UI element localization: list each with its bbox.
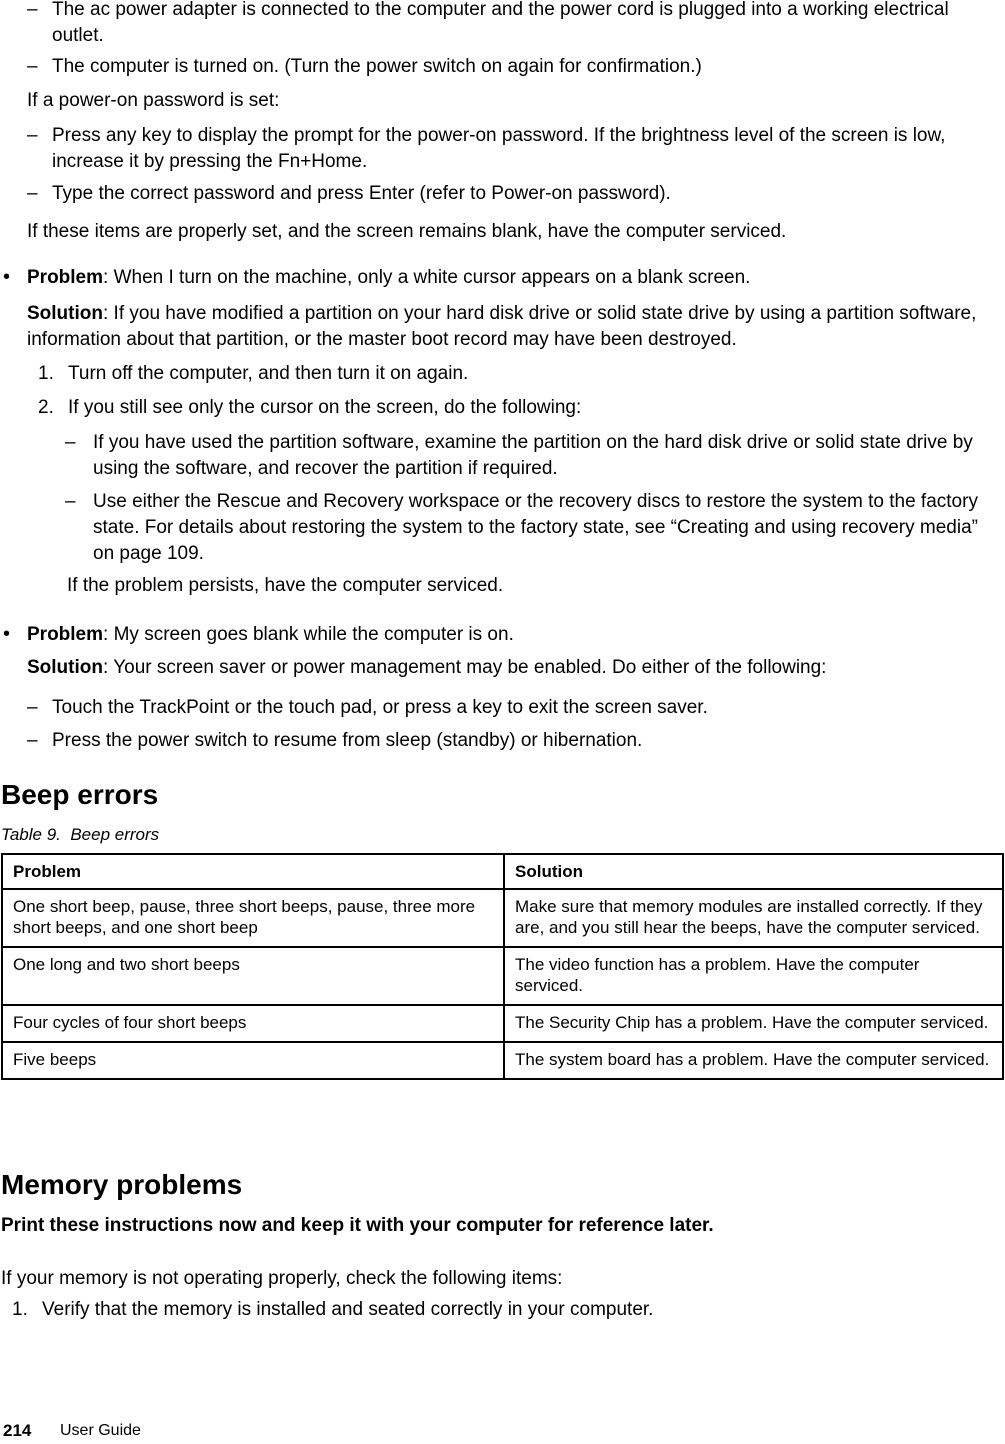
guide-title: User Guide bbox=[60, 1422, 141, 1439]
solution-label: Solution bbox=[27, 303, 103, 324]
table-row bbox=[2, 1042, 1003, 1079]
table-header-problem: Problem bbox=[2, 854, 504, 889]
step-number: 1. bbox=[38, 363, 54, 384]
dash-mark: – bbox=[65, 491, 76, 512]
table-header-row bbox=[2, 854, 1003, 889]
item-text: Type the correct password and press Enter (refer to Power-on password). bbox=[52, 183, 671, 204]
item-text: The computer is turned on. (Turn the power switch on again for confirmation.) bbox=[52, 56, 702, 77]
bullet-mark: • bbox=[3, 266, 11, 288]
table-cell-solution: The Security Chip has a problem. Have the computer serviced. bbox=[504, 1005, 1003, 1042]
sub-item bbox=[65, 489, 998, 567]
step-text: Turn off the computer, and then turn it on again. bbox=[68, 363, 469, 384]
dash-mark: – bbox=[27, 56, 38, 77]
table-cell-problem: Four cycles of four short beeps bbox=[2, 1005, 504, 1042]
problem2-item bbox=[27, 695, 1002, 721]
table-cell-solution: Make sure that memory modules are installed correctly. If they are, and you still hear the beeps, have the computer serviced. bbox=[504, 889, 1003, 947]
problem-label: Problem bbox=[27, 624, 104, 645]
top-item bbox=[27, 0, 1002, 49]
blank-conclusion: If these items are properly set, and the screen remains blank, have the computer serviced. bbox=[27, 221, 787, 242]
table-header-solution: Solution bbox=[504, 854, 1003, 889]
item-text: Press the power switch to resume from sleep (standby) or hibernation. bbox=[52, 730, 643, 751]
item-text: Press any key to display the prompt for the power-on password. If the brightness level of the screen is low, increase it by pressing the Fn+Home. bbox=[52, 125, 946, 172]
password-item bbox=[27, 181, 1002, 207]
step-text: If you still see only the cursor on the screen, do the following: bbox=[68, 397, 582, 418]
section-heading-memory-problems: Memory problems bbox=[1, 1169, 243, 1200]
step-number: 2. bbox=[38, 397, 54, 418]
problem-label: Problem bbox=[27, 267, 104, 288]
table-row bbox=[2, 1005, 1003, 1042]
table-cell-problem: Five beeps bbox=[2, 1042, 504, 1079]
table-cell-problem: One short beep, pause, three short beeps, pause, three more short beeps, and one short beep bbox=[2, 889, 504, 947]
item-text: Touch the TrackPoint or the touch pad, or press a key to exit the screen saver. bbox=[52, 697, 708, 718]
page-number: 214 bbox=[3, 1421, 32, 1440]
dash-mark: – bbox=[65, 432, 76, 453]
dash-mark: – bbox=[27, 125, 38, 146]
password-item bbox=[27, 123, 1002, 175]
beep-errors-table bbox=[1, 853, 1004, 1080]
item-text: The ac power adapter is connected to the computer and the power cord is plugged into a working electrical outlet. bbox=[52, 0, 949, 46]
memory-notice: Print these instructions now and keep it with your computer for reference later. bbox=[1, 1215, 714, 1236]
step bbox=[38, 395, 582, 421]
solution-text: : If you have modified a partition on your hard disk drive or solid state drive by using a partition software, information about that partition, or the master boot record may have been destroyed. bbox=[27, 303, 977, 350]
step-number: 1. bbox=[12, 1299, 28, 1320]
table-caption-label: Table 9. bbox=[1, 825, 61, 844]
problem2-item bbox=[27, 728, 1002, 754]
table-cell-solution: The video function has a problem. Have the computer serviced. bbox=[504, 947, 1003, 1005]
bullet-mark: • bbox=[3, 623, 11, 645]
memory-intro: If your memory is not operating properly, check the following items: bbox=[1, 1268, 563, 1289]
table-caption bbox=[1, 822, 159, 848]
dash-mark: – bbox=[27, 0, 38, 20]
dash-mark: – bbox=[27, 183, 38, 204]
problem2-solution bbox=[27, 655, 997, 681]
solution-label: Solution bbox=[27, 657, 103, 678]
problem-text: : When I turn on the machine, only a white cursor appears on a blank screen. bbox=[103, 267, 751, 288]
problem-text: : My screen goes blank while the computer is on. bbox=[103, 624, 514, 645]
table-row bbox=[2, 889, 1003, 947]
table-caption-title: Beep errors bbox=[70, 825, 160, 844]
section-heading-beep-errors: Beep errors bbox=[1, 779, 159, 810]
step bbox=[38, 361, 469, 387]
item-text: If you have used the partition software, examine the partition on the hard disk drive or solid state drive by using the software, and recover the partition if required. bbox=[93, 432, 973, 479]
problem2-statement bbox=[27, 622, 997, 648]
problem1-conclusion: If the problem persists, have the computer serviced. bbox=[67, 575, 504, 596]
sub-item bbox=[65, 430, 998, 482]
item-text: Use either the Rescue and Recovery workspace or the recovery discs to restore the system to the factory state. For details about restoring the system to the factory state, see “Creating and using recovery media” on page 109. bbox=[93, 491, 978, 564]
dash-mark: – bbox=[27, 730, 38, 751]
step bbox=[12, 1297, 654, 1323]
step-text: Verify that the memory is installed and seated correctly in your computer. bbox=[42, 1299, 654, 1320]
top-item bbox=[27, 54, 1002, 80]
table-cell-problem: One long and two short beeps bbox=[2, 947, 504, 1005]
problem1-solution bbox=[27, 301, 997, 353]
table-cell-solution: The system board has a problem. Have the computer serviced. bbox=[504, 1042, 1003, 1079]
table-row bbox=[2, 947, 1003, 1005]
problem1-statement bbox=[27, 265, 997, 291]
password-intro: If a power-on password is set: bbox=[27, 90, 280, 111]
solution-text: : Your screen saver or power management may be enabled. Do either of the following: bbox=[102, 657, 827, 678]
dash-mark: – bbox=[27, 697, 38, 718]
